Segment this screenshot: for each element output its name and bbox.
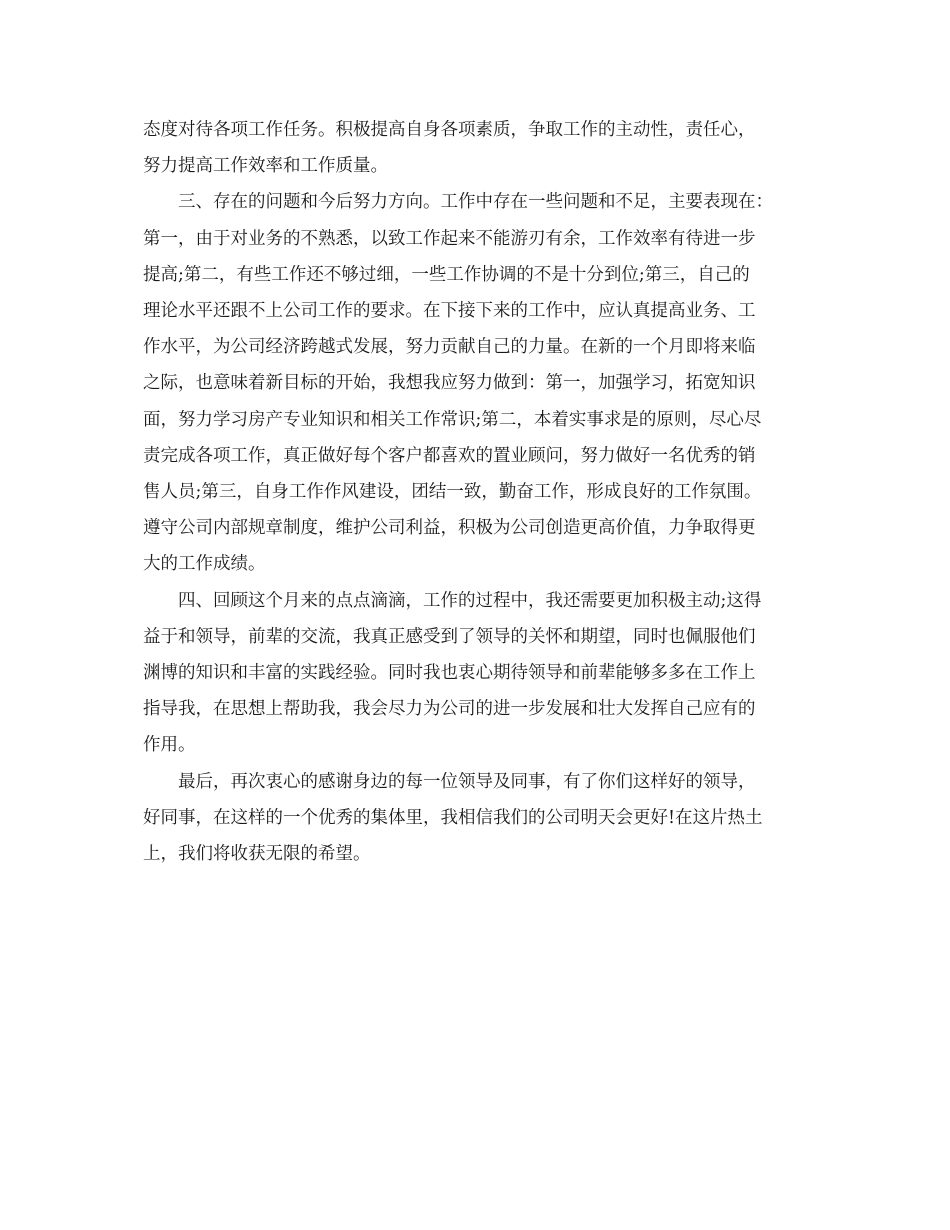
text-line: 作水平，为公司经济跨越式发展，努力贡献自己的力量。在新的一个月即将来临 xyxy=(143,337,756,358)
text-line: 作用。 xyxy=(143,735,196,756)
text-line: 四、回顾这个月来的点点滴滴，工作的过程中，我还需要更加积极主动;这得 xyxy=(178,590,762,611)
text-line: 上，我们将收获无限的希望。 xyxy=(143,844,371,865)
paragraph-section-three xyxy=(143,184,809,582)
text-line: 第一，由于对业务的不熟悉，以致工作起来不能游刃有余，工作效率有待进一步 xyxy=(143,228,756,249)
document-body xyxy=(143,112,809,872)
text-line: 大的工作成绩。 xyxy=(143,554,266,575)
text-line: 指导我，在思想上帮助我，我会尽力为公司的进一步发展和壮大发挥自己应有的 xyxy=(143,699,756,720)
text-line: 提高;第二，有些工作还不够过细，一些工作协调的不是十分到位;第三，自己的 xyxy=(143,264,750,285)
text-line: 售人员;第三，自身工作作风建设，团结一致，勤奋工作，形成良好的工作氛围。 xyxy=(143,482,762,503)
text-line: 好同事，在这样的一个优秀的集体里，我相信我们的公司明天会更好!在这片热土 xyxy=(143,807,763,828)
text-line: 渊博的知识和丰富的实践经验。同时我也衷心期待领导和前辈能够多多在工作上 xyxy=(143,663,756,684)
text-line: 益于和领导，前辈的交流，我真正感受到了领导的关怀和期望，同时也佩服他们 xyxy=(143,626,756,647)
text-line: 态度对待各项工作任务。积极提高自身各项素质，争取工作的主动性，责任心， xyxy=(143,120,756,140)
text-line: 最后，再次衷心的感谢身边的每一位领导及同事，有了你们这样好的领导， xyxy=(178,771,756,792)
text-line: 三、存在的问题和今后努力方向。工作中存在一些问题和不足，主要表现在： xyxy=(178,192,773,213)
text-line: 之际，也意味着新目标的开始，我想我应努力做到：第一，加强学习，拓宽知识 xyxy=(143,373,756,394)
paragraph-continuation xyxy=(143,112,809,184)
text-line: 努力提高工作效率和工作质量。 xyxy=(143,156,388,177)
text-line: 面，努力学习房产专业知识和相关工作常识;第二，本着实事求是的原则，尽心尽 xyxy=(143,409,762,430)
paragraph-section-four xyxy=(143,583,809,764)
text-line: 遵守公司内部规章制度，维护公司利益，积极为公司创造更高价值，力争取得更 xyxy=(143,518,756,539)
paragraph-closing xyxy=(143,764,809,873)
text-line: 理论水平还跟不上公司工作的要求。在下接下来的工作中，应认真提高业务、工 xyxy=(143,301,756,322)
text-line: 责完成各项工作，真正做好每个客户都喜欢的置业顾问，努力做好一名优秀的销 xyxy=(143,445,756,466)
